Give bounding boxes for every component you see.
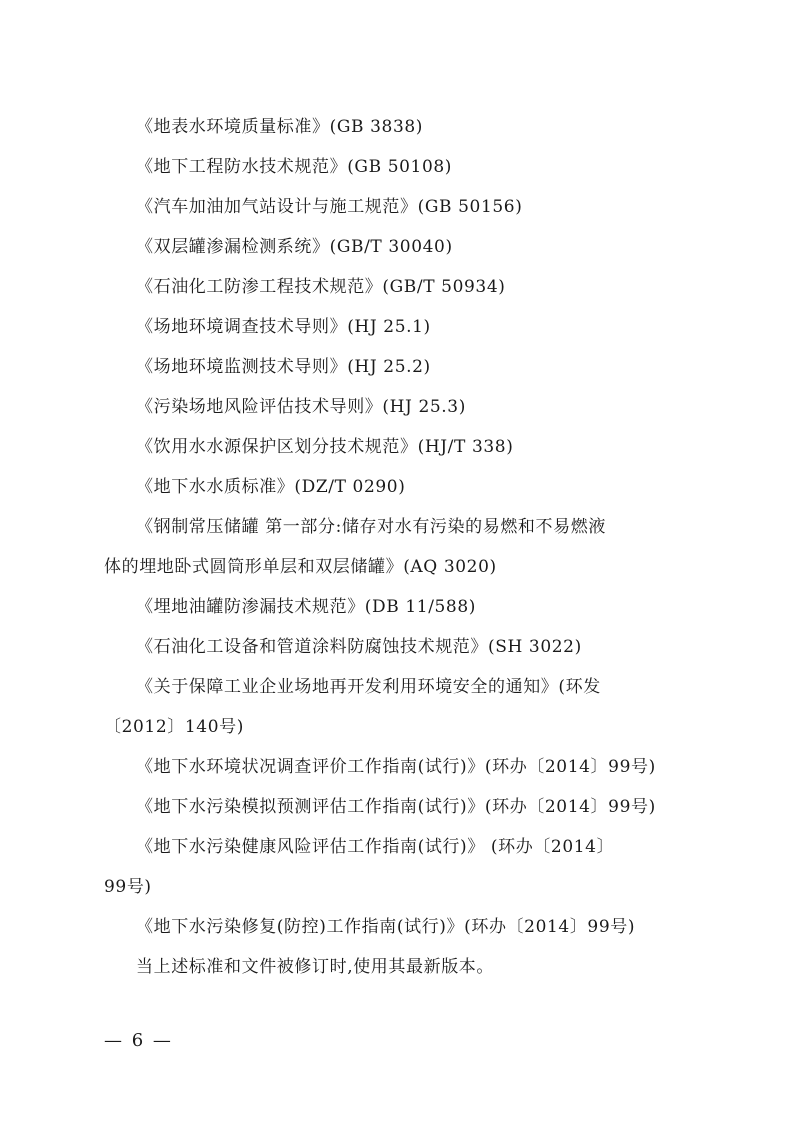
standard-line: 《地下水污染模拟预测评估工作指南(试行)》(环办〔2014〕99号) <box>136 797 656 817</box>
standard-line: 《石油化工设备和管道涂料防腐蚀技术规范》(SH 3022) <box>136 637 582 657</box>
standard-line: 《地表水环境质量标准》(GB 3838) <box>136 117 424 137</box>
standard-line: 《关于保障工业企业场地再开发利用环境安全的通知》(环发 <box>136 677 601 697</box>
closing-note: 当上述标准和文件被修订时,使用其最新版本。 <box>136 957 495 977</box>
standard-line: 《地下工程防水技术规范》(GB 50108) <box>136 157 453 177</box>
standard-line: 《地下水环境状况调查评价工作指南(试行)》(环办〔2014〕99号) <box>136 757 656 777</box>
standard-line: 《地下水水质标准》(DZ/T 0290) <box>136 477 406 497</box>
standard-line-continuation: 体的埋地卧式圆筒形单层和双层储罐》(AQ 3020) <box>104 557 497 577</box>
standard-line: 《埋地油罐防渗漏技术规范》(DB 11/588) <box>136 597 476 617</box>
standard-line: 《饮用水水源保护区划分技术规范》(HJ/T 338) <box>136 437 514 457</box>
standard-line-continuation: 99号) <box>104 877 152 897</box>
standard-line: 《地下水污染健康风险评估工作指南(试行)》 (环办〔2014〕 <box>136 837 615 857</box>
standard-line: 《场地环境监测技术导则》(HJ 25.2) <box>136 357 431 377</box>
standard-line: 《污染场地风险评估技术导则》(HJ 25.3) <box>136 397 466 417</box>
standard-line: 《双层罐渗漏检测系统》(GB/T 30040) <box>136 237 453 257</box>
standard-line: 《地下水污染修复(防控)工作指南(试行)》(环办〔2014〕99号) <box>136 917 636 937</box>
standard-line: 《场地环境调查技术导则》(HJ 25.1) <box>136 317 431 337</box>
standard-line-continuation: 〔2012〕140号) <box>104 717 244 737</box>
standard-line: 《钢制常压储罐 第一部分:储存对水有污染的易燃和不易燃液 <box>136 517 606 537</box>
page-number: — 6 — <box>104 1030 173 1051</box>
standard-line: 《汽车加油加气站设计与施工规范》(GB 50156) <box>136 197 523 217</box>
standard-line: 《石油化工防渗工程技术规范》(GB/T 50934) <box>136 277 506 297</box>
